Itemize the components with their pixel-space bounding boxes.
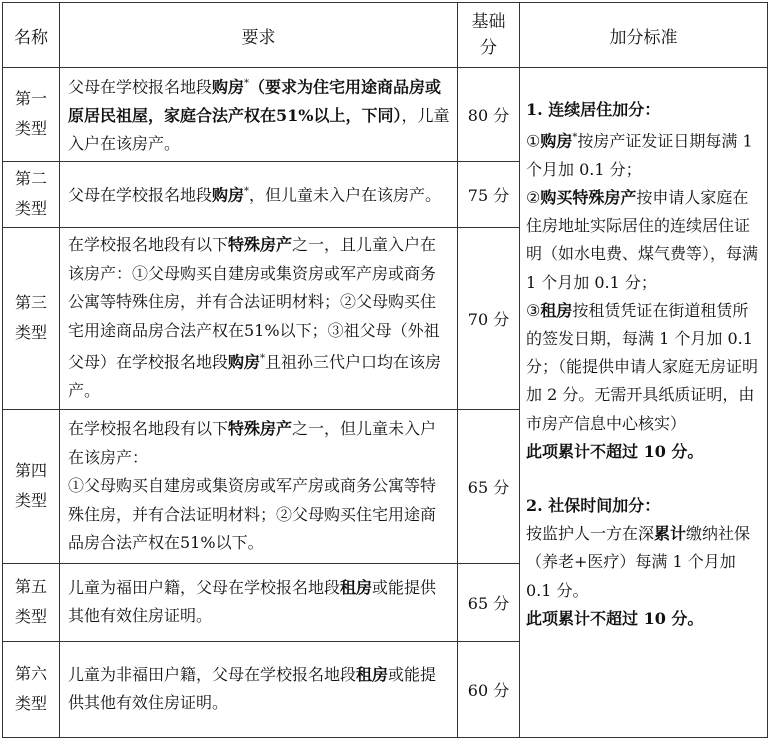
text-run: 按租赁凭证在街道租赁所的签发日期，每满 1 个月加 0.1 分；（能提供申请人家庭无房证明加 2 分。无需开具纸质证明，由市房产信息中心核实）	[526, 300, 759, 433]
table-row	[3, 68, 768, 162]
bonus-section1-cap: 此项累计不超过 10 分。	[526, 441, 704, 461]
header-row	[3, 3, 768, 68]
row-score: 70 分	[458, 227, 520, 409]
text-run: 或能提供其他有效住房证明。	[68, 577, 437, 626]
text-run: 购房	[540, 131, 573, 151]
row-name	[3, 68, 60, 162]
text-run: 购房	[212, 185, 245, 205]
text-run: *	[244, 186, 250, 198]
text-run: 按申请人家庭在住房地址实际居住的连续居住证明（如水电费、煤气费等），每满 1 个月加 0.1 分；	[526, 187, 759, 292]
bonus-section1-item2	[526, 184, 763, 297]
row-score: 60 分	[458, 641, 520, 737]
text-run: 购房	[212, 77, 245, 97]
text-run: ③	[526, 300, 541, 320]
row-name-line2: 类型	[14, 607, 47, 627]
text-run: 缴纳社保（养老+医疗）每满 1 个月加 0.1 分。	[526, 524, 751, 600]
row-requirement	[60, 161, 458, 227]
row-requirement	[60, 563, 458, 641]
bonus-section2-title: 2. 社保时间加分：	[526, 495, 661, 515]
row-requirement	[60, 68, 458, 162]
text-run: ①	[526, 131, 541, 151]
header-name: 名称	[3, 3, 60, 68]
row-name-line1: 第一	[14, 89, 47, 109]
row-score: 80 分	[458, 68, 520, 162]
bonus-section1-item1	[526, 124, 763, 184]
bonus-section2-item1	[526, 520, 763, 605]
text-run: 且祖孙三代户口均在该房产。	[68, 352, 442, 400]
header-base-score	[458, 3, 520, 68]
row-score: 65 分	[458, 409, 520, 563]
text-run: 租房	[356, 664, 389, 684]
text-run: 购买特殊房产	[540, 187, 637, 207]
row-name	[3, 227, 60, 409]
text-run: 父母在学校报名地段	[68, 185, 213, 205]
row-name-line2: 类型	[14, 491, 47, 511]
text-run: ①父母购买自建房或集资房或军产房或商务公寓等特殊住房，并有合法证明材料；②父母购买住宅用途商品房合法产权在51%以下。	[68, 476, 437, 553]
text-run: 父母在学校报名地段	[68, 77, 213, 97]
header-base-score-line1: 基础	[471, 12, 506, 32]
text-run: 特殊房产	[228, 419, 293, 439]
row-name-line2: 类型	[14, 694, 47, 714]
row-requirement	[60, 409, 458, 563]
text-run: ②	[526, 187, 541, 207]
row-requirement	[60, 641, 458, 737]
row-name-line2: 类型	[14, 323, 47, 343]
row-name-line1: 第五	[14, 577, 47, 597]
text-run: *	[572, 132, 578, 144]
text-run: 之一，且儿童入户在该房产：①父母购买自建房或集资房或军产房或商务公寓等特殊住房，并有合法证明材料；②父母购买住宅用途商品房合法产权在51%以下；③祖父母（外祖父母）在学校报名地段	[68, 235, 440, 372]
text-run: *	[244, 78, 250, 89]
text-run: 租房	[540, 300, 573, 320]
row-name	[3, 161, 60, 227]
text-run: 在学校报名地段有以下	[68, 235, 229, 255]
text-run: 累计	[654, 524, 687, 544]
row-score: 65 分	[458, 563, 520, 641]
text-run: 之一，但儿童未入户在该房产：	[68, 419, 437, 467]
text-run: 儿童为非福田户籍，父母在学校报名地段	[68, 664, 357, 684]
text-run: 在学校报名地段有以下	[68, 419, 229, 439]
row-name	[3, 409, 60, 563]
bonus-criteria	[520, 68, 768, 738]
row-score: 75 分	[458, 161, 520, 227]
bonus-section1-item3	[526, 297, 763, 438]
text-run: ，但儿童未入户在该房产。	[249, 185, 442, 205]
bonus-section1-title: 1. 连续居住加分：	[526, 100, 661, 119]
text-run: 或能提供其他有效住房证明。	[68, 664, 437, 713]
text-run: 按房产证发证日期每满 1 个月加 0.1 分；	[526, 131, 753, 179]
row-requirement	[60, 227, 458, 409]
header-bonus: 加分标准	[520, 3, 768, 68]
row-name-line2: 类型	[14, 119, 47, 139]
text-run: 购房	[228, 352, 261, 372]
text-run: 按监护人一方在深	[526, 524, 655, 544]
enrollment-score-table	[2, 2, 768, 738]
text-run: ，儿童入户在该房产。	[68, 105, 450, 154]
row-name-line1: 第三	[14, 293, 47, 313]
text-run: *	[260, 353, 266, 365]
header-requirement: 要求	[60, 3, 458, 68]
text-run: （要求为住宅用途商品房或原居民祖屋，家庭合法产权在51%以上，下同）	[68, 77, 442, 125]
row-name-line2: 类型	[14, 199, 47, 219]
bonus-section2-cap: 此项累计不超过 10 分。	[526, 608, 704, 628]
row-name-line1: 第四	[14, 461, 47, 481]
text-run: 儿童为福田户籍，父母在学校报名地段	[68, 577, 341, 597]
row-name	[3, 641, 60, 737]
row-name-line1: 第二	[14, 169, 47, 189]
row-name-line1: 第六	[14, 664, 47, 684]
row-name	[3, 563, 60, 641]
header-base-score-line2: 分	[480, 38, 497, 58]
text-run: 租房	[340, 577, 373, 597]
text-run: 特殊房产	[228, 235, 293, 255]
